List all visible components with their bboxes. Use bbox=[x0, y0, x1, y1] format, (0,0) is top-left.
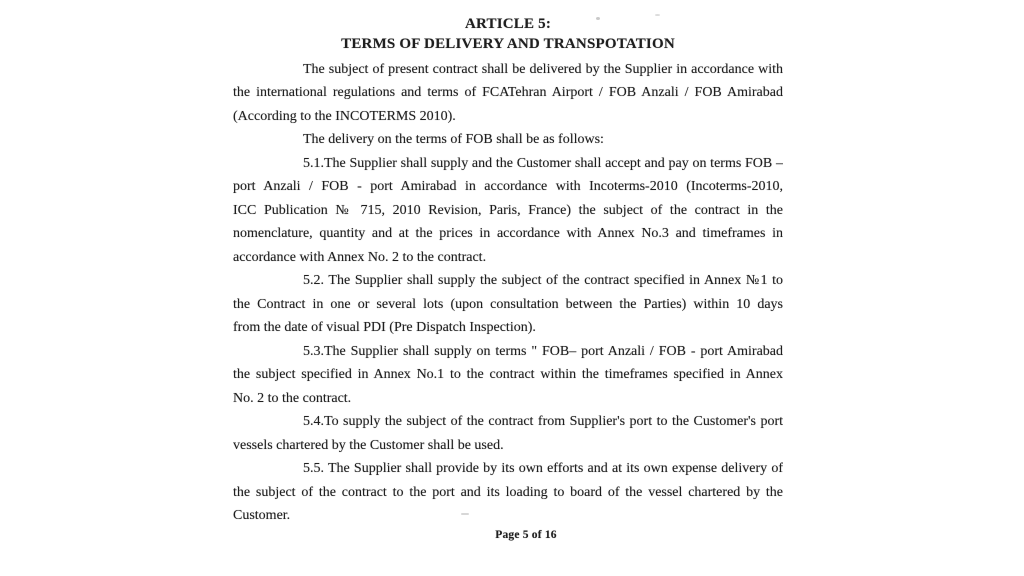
text-line: the Contract in one or several lots (upon consultation between the Parties) within 10 days bbox=[233, 296, 783, 312]
text-line: the international regulations and terms of FCATehran Airport / FOB Anzali / FOB Amirabad bbox=[233, 85, 783, 100]
paragraph-5-3 bbox=[233, 340, 783, 411]
article-number-heading: ARTICLE 5: bbox=[464, 16, 552, 32]
document-page bbox=[233, 14, 783, 543]
text-line: nomenclature, quantity and at the prices in accordance with Annex No.3 and timeframes in bbox=[233, 226, 783, 241]
text-line: 5.1.The Supplier shall supply and the Customer shall accept and pay on terms FOB – bbox=[303, 155, 783, 171]
text-line: 5.5. The Supplier shall provide by its own efforts and at its own expense delivery of bbox=[303, 461, 783, 476]
text-line: 5.3.The Supplier shall supply on terms " FOB– port Anzali / FOB - port Amirabad bbox=[303, 343, 783, 359]
text-line: Customer. bbox=[233, 508, 291, 523]
text-line: the subject of the contract to the port and its loading to board of the vessel chartered by the bbox=[233, 484, 783, 500]
text-line: accordance with Annex No. 2 to the contract. bbox=[233, 249, 487, 265]
scan-artifact bbox=[655, 14, 660, 16]
scan-artifact bbox=[461, 513, 469, 515]
paragraph-delivery-terms bbox=[233, 128, 783, 152]
page-number: Page 5 of 16 bbox=[495, 528, 557, 541]
text-line: the subject specified in Annex No.1 to the contract within the timeframes specified in Annex bbox=[233, 367, 783, 382]
text-line: 5.2. The Supplier shall supply the subject of the contract specified in Annex №1 to bbox=[303, 273, 783, 288]
article-title-heading: TERMS OF DELIVERY AND TRANSPOTATION bbox=[341, 36, 675, 52]
article-heading bbox=[233, 14, 783, 54]
article-body bbox=[233, 58, 783, 528]
text-line: No. 2 to the contract. bbox=[233, 390, 352, 406]
text-line: ICC Publication № 715, 2010 Revision, Paris, France) the subject of the contract in the bbox=[233, 202, 783, 218]
paragraph-5-5 bbox=[233, 457, 783, 528]
text-line: port Anzali / FOB - port Amirabad in accordance with Incoterms-2010 (Incoterms-2010, bbox=[233, 179, 783, 194]
paragraph-5-4 bbox=[233, 410, 783, 457]
paragraph-5-1 bbox=[233, 152, 783, 270]
text-line: from the date of visual PDI (Pre Dispatch Inspection). bbox=[233, 320, 536, 335]
scan-artifact bbox=[596, 17, 600, 20]
text-line: The delivery on the terms of FOB shall be as follows: bbox=[303, 132, 604, 147]
text-line: (According to the INCOTERMS 2010). bbox=[233, 108, 456, 124]
text-line: 5.4.To supply the subject of the contract from Supplier's port to the Customer's port bbox=[303, 414, 783, 429]
text-line: vessels chartered by the Customer shall be used. bbox=[233, 437, 504, 453]
paragraph-intro bbox=[233, 58, 783, 129]
text-line: The subject of present contract shall be delivered by the Supplier in accordance with bbox=[303, 61, 783, 77]
paragraph-5-2 bbox=[233, 269, 783, 340]
